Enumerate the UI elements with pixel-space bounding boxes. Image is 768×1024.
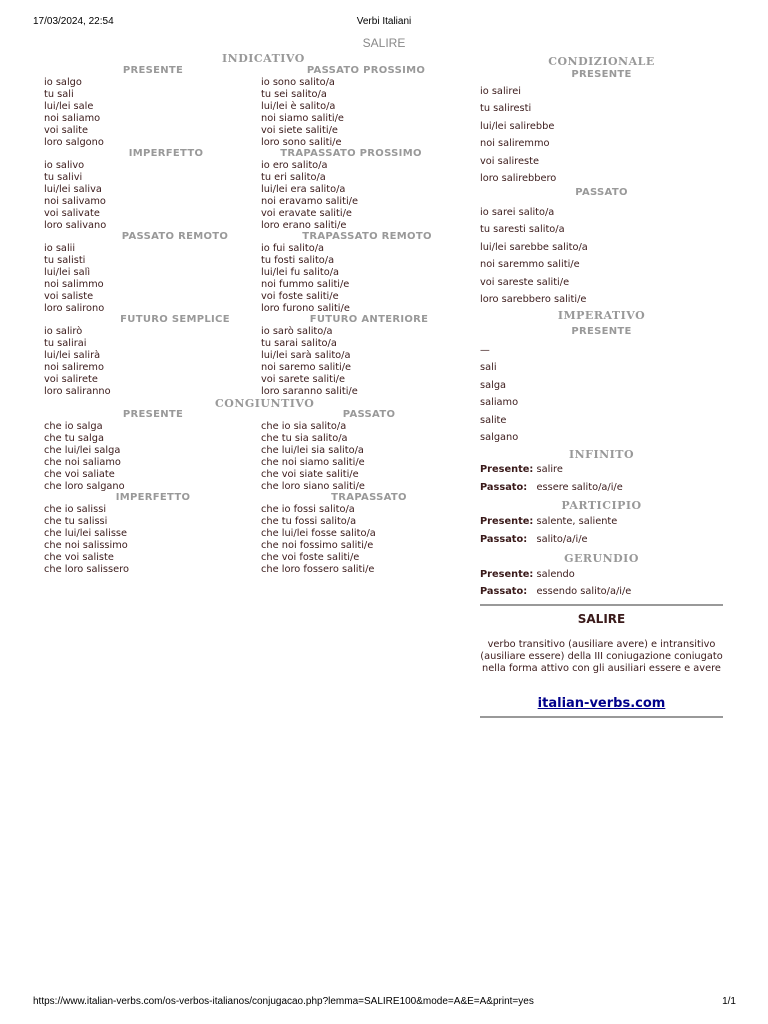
conjugation-form: loro furono saliti/e [261,302,350,314]
conjugation-form: che noi saliamo [44,456,121,468]
conjugation-form: lui/lei è salito/a [261,100,336,112]
conjugation-form: salga [480,379,507,391]
infinito-presente-row [480,464,563,475]
summary-top-rule [480,604,723,606]
conjugation-form: noi fummo saliti/e [261,278,350,290]
conjugation-form: lui/lei salirà [44,349,101,361]
conjugation-form: io salgo [44,77,82,88]
conjugation-form: che tu sia salito/a [261,432,348,444]
conjugation-form: loro salirebbero [480,173,557,185]
conjugation-form: lui/lei sale [44,100,94,112]
conjugation-form: tu fosti salito/a [261,254,335,266]
conjugation-form: io salivo [44,160,85,171]
conjugation-form: noi salivamo [44,195,106,207]
conjugation-form: che tu fossi salito/a [261,515,357,527]
conjugation-form: voi eravate saliti/e [261,207,352,219]
indicativo-trapassato-prossimo-list [261,160,358,231]
congiuntivo-imperfetto-list [44,504,129,575]
conjugation-form: voi saliste [44,290,94,302]
infinito-presente-value: salire [536,464,563,475]
gerundio-passato-label: Passato: [480,586,528,597]
conjugation-form: che voi siate saliti/e [261,468,359,480]
infinito-heading: INFINITO [568,448,635,461]
conjugation-form: salite [480,414,507,426]
indicativo-trapassato-remoto-heading: TRAPASSATO REMOTO [302,231,432,242]
participio-presente-value: salente, saliente [536,516,618,527]
participio-passato-row [480,534,588,545]
indicativo-passato-remoto-heading: PASSATO REMOTO [121,231,229,242]
indicativo-trapassato-remoto-list [261,243,350,314]
conjugation-form: noi saliremo [44,361,104,373]
conjugation-form: che io salissi [44,504,107,515]
footer-url: https://www.italian-verbs.com/os-verbos-italianos/conjugacao.php?lemma=SALIRE100&mode=A&E=A&print=yes [33,996,534,1007]
conjugation-form: voi foste saliti/e [261,290,339,302]
indicativo-futuro-semplice-heading: FUTURO SEMPLICE [120,314,230,325]
infinito-passato-label: Passato: [480,482,528,493]
indicativo-imperfetto-heading: IMPERFETTO [128,148,204,159]
conjugation-form: lui/lei saliva [44,183,102,195]
conjugation-form: che tu salissi [44,515,108,527]
conjugation-form: lui/lei sarà salito/a [261,349,351,361]
indicativo-trapassato-prossimo-heading: TRAPASSATO PROSSIMO [280,148,422,159]
conjugation-form: che lui/lei salisse [44,527,128,539]
conjugation-form: che voi foste saliti/e [261,551,360,563]
conjugation-form: voi siete saliti/e [261,124,338,136]
conjugation-form: che lui/lei sia salito/a [261,444,364,456]
participio-heading: PARTICIPIO [561,499,642,512]
congiuntivo-presente-list [44,421,125,492]
imperativo-heading: IMPERATIVO [557,309,646,322]
conjugation-form: voi salireste [480,155,539,167]
conjugation-form: loro salgono [44,136,104,148]
conjugation-form: saliamo [480,397,519,409]
conjugation-form: che loro salissero [44,563,129,575]
indicativo-passato-prossimo-heading: PASSATO PROSSIMO [306,65,426,76]
conjugation-form: che io fossi salito/a [261,504,355,515]
conjugation-form: tu eri salito/a [261,171,326,183]
gerundio-passato-row [480,586,631,597]
conjugation-form: tu saliresti [480,103,532,115]
participio-presente-row [480,516,617,527]
conjugation-form: io sarò salito/a [261,326,333,337]
footer-page-number: 1/1 [722,996,736,1007]
conjugation-form: — [480,345,490,356]
conjugation-form: tu salivi [44,171,83,183]
indicativo-heading: INDICATIVO [222,52,305,65]
conjugation-form: io salii [44,243,76,254]
conjugation-form: io sono salito/a [261,77,335,88]
condizionale-passato-heading: PASSATO [575,187,628,198]
condizionale-passato-list [480,204,723,308]
participio-presente-label: Presente: [480,516,534,527]
conjugation-form: loro saranno saliti/e [261,385,358,397]
conjugation-form: io ero salito/a [261,160,328,171]
congiuntivo-trapassato-heading: TRAPASSATO [331,492,407,503]
conjugation-form: lui/lei era salito/a [261,183,346,195]
conjugation-form: che io sia salito/a [261,421,347,432]
conjugation-form: io sarei salito/a [480,207,555,218]
conjugation-form: che loro fossero saliti/e [261,563,375,575]
conjugation-form: loro salivano [44,219,107,231]
participio-passato-label: Passato: [480,534,528,545]
conjugation-form: sali [480,362,497,374]
conjugation-form: loro saliranno [44,385,111,397]
congiuntivo-passato-heading: PASSATO [342,409,396,420]
verb-title: SALIRE [362,36,406,50]
condizionale-heading: CONDIZIONALE [548,55,655,68]
conjugation-form: lui/lei salirebbe [480,120,555,132]
conjugation-form: voi sareste saliti/e [480,276,570,288]
conjugation-form: loro erano saliti/e [261,219,347,231]
conjugation-form: che loro salgano [44,480,125,492]
summary-description: verbo transitivo (ausiliare avere) e intransitivo (ausiliare essere) della III coniugazione coniugato nella forma attivo con gli ausiliari essere e avere [480,639,723,674]
conjugation-form: che lui/lei fosse salito/a [261,527,376,539]
conjugation-form: che loro siano saliti/e [261,480,365,492]
congiuntivo-imperfetto-heading: IMPERFETTO [115,492,191,503]
condizionale-presente-list [480,83,723,187]
conjugation-form: voi salirete [44,373,98,385]
gerundio-presente-label: Presente: [480,569,534,580]
conjugation-form: lui/lei salì [44,266,91,278]
indicativo-futuro-anteriore-heading: FUTURO ANTERIORE [309,314,429,325]
conjugation-form: che lui/lei salga [44,444,121,456]
conjugation-form: voi sarete saliti/e [261,373,346,385]
gerundio-presente-row [480,569,575,580]
conjugation-form: loro sarebbero saliti/e [480,294,587,306]
conjugation-form: tu saresti salito/a [480,224,565,236]
conjugation-form: lui/lei sarebbe salito/a [480,241,588,253]
congiuntivo-trapassato-list [261,504,376,575]
conjugation-form: lui/lei fu salito/a [261,266,340,278]
conjugation-form: tu sali [44,88,74,100]
conjugation-form: loro sono saliti/e [261,136,342,148]
imperativo-presente-heading: PRESENTE [571,326,632,337]
conjugation-form: salgano [480,432,519,444]
conjugation-form: noi saremmo saliti/e [480,259,580,271]
conjugation-form: che voi saliste [44,551,114,563]
conjugation-form: tu sarai salito/a [261,337,337,349]
participio-passato-value: salito/a/i/e [536,534,588,545]
conjugation-form: tu salirai [44,337,87,349]
indicativo-futuro-anteriore-list [261,326,358,397]
conjugation-form: noi salimmo [44,278,104,290]
conjugation-form: che voi saliate [44,468,115,480]
conjugation-form: io fui salito/a [261,243,325,254]
conjugation-form: che io salga [44,421,103,432]
conjugation-form: che noi siamo saliti/e [261,456,365,468]
indicativo-passato-remoto-list [44,243,104,314]
conjugation-form: io salirei [480,86,521,97]
conjugation-form: noi eravamo saliti/e [261,195,358,207]
gerundio-presente-value: salendo [536,569,575,580]
condizionale-presente-heading: PRESENTE [571,69,632,80]
indicativo-presente-list [44,77,104,148]
conjugation-form: che noi fossimo saliti/e [261,539,374,551]
summary-bottom-rule [480,716,723,718]
gerundio-passato-value: essendo salito/a/i/e [536,586,632,597]
infinito-presente-label: Presente: [480,464,534,475]
congiuntivo-passato-list [261,421,365,492]
conjugation-form: tu salisti [44,254,86,266]
infinito-passato-value: essere salito/a/i/e [536,482,623,493]
conjugation-form: che noi salissimo [44,539,128,551]
indicativo-imperfetto-list [44,160,106,231]
indicativo-presente-heading: PRESENTE [122,65,184,76]
conjugation-form: loro salirono [44,302,105,314]
conjugation-form: voi salivate [44,207,100,219]
window-title: Verbi Italiani [356,16,412,27]
conjugation-form: noi saliremmo [480,138,550,150]
conjugation-form: noi saremo saliti/e [261,361,352,373]
indicativo-passato-prossimo-list [261,77,344,148]
infinito-passato-row [480,482,623,493]
conjugation-form: tu sei salito/a [261,88,327,100]
print-datetime: 17/03/2024, 22:54 [33,16,114,27]
congiuntivo-presente-heading: PRESENTE [122,409,184,420]
conjugation-form: voi salite [44,124,89,136]
gerundio-heading: GERUNDIO [564,552,639,565]
imperativo-presente-list [480,342,723,446]
site-link[interactable]: italian-verbs.com [537,696,666,711]
congiuntivo-heading: CONGIUNTIVO [215,397,315,410]
indicativo-futuro-semplice-list [44,326,111,397]
conjugation-form: che tu salga [44,432,104,444]
conjugation-form: noi saliamo [44,112,101,124]
conjugation-form: io salirò [44,326,83,337]
conjugation-form: noi siamo saliti/e [261,112,344,124]
summary-title: SALIRE [577,612,626,626]
